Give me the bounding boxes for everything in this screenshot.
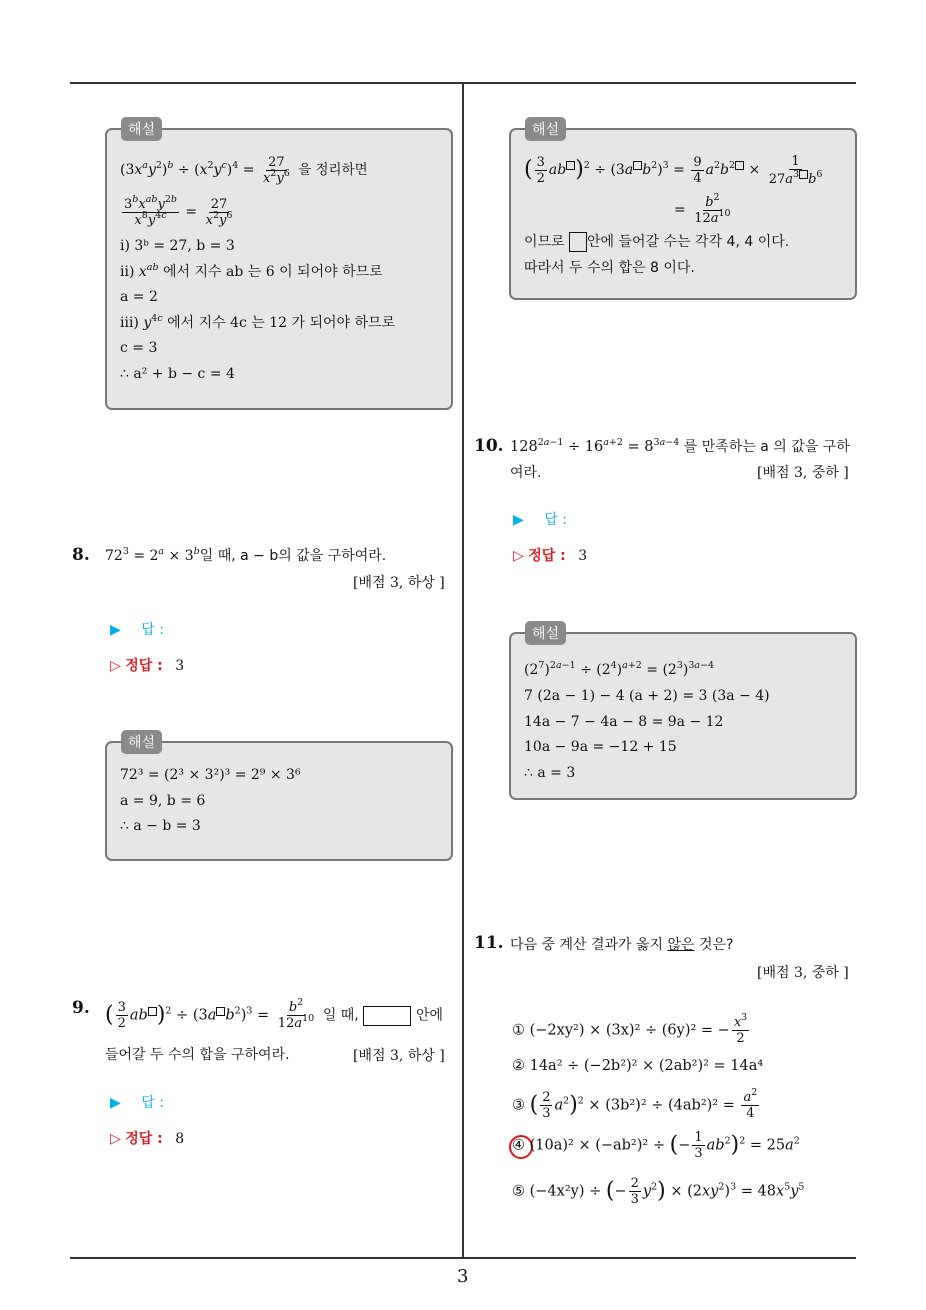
q11-text-tail: 것은? xyxy=(694,937,734,953)
q8-solution-box xyxy=(105,735,453,861)
q10-points: [배점 3, 중하 ] xyxy=(757,465,849,481)
choice-expr: 14a² ÷ (−2b²)² × (2ab²)² = 14a⁴ xyxy=(529,1058,764,1074)
q9-correct-label: 정답 : xyxy=(125,1131,163,1147)
choice-mark: ② xyxy=(512,1058,525,1074)
choice-mark: ⑤ xyxy=(512,1183,525,1200)
q9-solution-line-1b: = $\frac{b^2}{12a^{10}}$ xyxy=(674,191,731,226)
q11-text xyxy=(510,932,734,958)
q10-solution-box xyxy=(509,626,857,800)
outline-arrow-icon: ▷ xyxy=(110,658,121,674)
q8-text: $72^3 = 2^a \times 3^b$일 때, a − b의 값을 구하여라. xyxy=(105,546,387,564)
choice-expr: (−2xy²) × (3x)² ÷ (6y)² = − xyxy=(529,1022,730,1039)
q11-choice-3[interactable]: ③ ( $\frac{2}{3}$ $a^2)^2 \times (3b^2)^2 \div (4ab^2)^2$ = $\frac{a^2}{4}$ xyxy=(512,1087,758,1121)
choice-expr: × (3b²)² ÷ (4ab²)² = xyxy=(583,1097,740,1114)
bottom-rule xyxy=(70,1257,856,1259)
q10-solution-line-2: 7 (2a − 1) − 4 (a + 2) = 3 (3a − 4) xyxy=(524,688,770,704)
q10-text-line-1: $128^{2a-1} \div 16^{a+2} = 8^{3a-4}$ 를 만족하는 a 의 값을 구하 xyxy=(510,437,850,455)
q9-text-mid: 일 때, xyxy=(322,1007,359,1024)
q10-answer-label: 답 : xyxy=(544,512,567,528)
q7-solution-box xyxy=(105,122,453,410)
play-arrow-icon: ▶ xyxy=(110,1095,121,1111)
solution-tag: 해설 xyxy=(525,117,566,141)
answer-blank-box xyxy=(363,1006,411,1026)
q10-solution-line-4: 10a − 9a = −12 + 15 xyxy=(524,739,677,755)
q8-solution-line-1: 72³ = (2³ × 3²)³ = 2⁹ × 3⁶ xyxy=(120,767,301,783)
q8-answer-label: 답 : xyxy=(141,622,164,638)
q7-solution-line-7: c = 3 xyxy=(120,340,158,356)
q7-solution-line-3: ⅰ) 3ᵇ = 27, b = 3 xyxy=(120,238,235,254)
q10-text-line-2: 여라. xyxy=(510,465,542,481)
q8-number: 8. xyxy=(72,545,90,565)
q11-choice-2[interactable] xyxy=(512,1058,763,1074)
outline-arrow-icon: ▷ xyxy=(110,1131,121,1147)
q9-answer-label: 답 : xyxy=(141,1095,164,1111)
q11-choice-4[interactable]: ④ (10a)² × (−ab²)² ÷ (− $\frac{1}{3}$ $ab^2)^2 = 25a^2$ xyxy=(512,1130,800,1161)
q7-solution-line-1: $(3x^ay^2)^b \div (x^2y^c)^4$ = $\frac{27}{x^2y^6}$ 을 정리하면 xyxy=(120,154,368,186)
q11-number: 11. xyxy=(474,933,504,953)
q9-points: [배점 3, 하상 ] xyxy=(353,1048,445,1064)
q9-text-tail: 안에 xyxy=(415,1007,444,1024)
choice-expr: (−4x²y) ÷ xyxy=(529,1183,606,1200)
q11-choice-1[interactable]: ① (−2xy²) × (3x)² ÷ (6y)² = − $\frac{x^3}{2}$ xyxy=(512,1012,748,1046)
q8-text-tail: 일 때, a − b의 값을 구하여라. xyxy=(199,548,387,564)
q9-solution-line-2 xyxy=(524,230,843,256)
q8-solution-line-2: a = 9, b = 6 xyxy=(120,792,206,809)
q7-solution-line-4-text: 에서 지수 ab 는 6 이 되어야 하므로 xyxy=(158,263,383,280)
q9-correct-row xyxy=(110,1128,184,1148)
choice-expr: (10a)² × (−ab²)² ÷ xyxy=(529,1137,670,1154)
q7-solution-line-6-text: 에서 지수 4c 는 12 가 되어야 하므로 xyxy=(162,314,396,331)
q9-solution-line-2-text: 이므로 xyxy=(524,234,565,250)
choice-mark: ③ xyxy=(512,1097,525,1114)
q7-solution-line-6-head: ⅲ) xyxy=(120,314,144,331)
play-arrow-icon: ▶ xyxy=(110,622,121,638)
q8-points: [배점 3, 하상 ] xyxy=(353,575,445,591)
q10-solution-line-3: 14a − 7 − 4a − 8 = 9a − 12 xyxy=(524,713,724,730)
q7-solution-line-8: ∴ a² + b − c = 4 xyxy=(120,365,235,382)
play-arrow-icon: ▶ xyxy=(513,512,524,528)
q9-answer-row[interactable] xyxy=(110,1092,164,1112)
q10-answer-row[interactable] xyxy=(513,509,567,529)
q8-solution-line-3: ∴ a − b = 3 xyxy=(120,818,201,834)
answer-blank-box xyxy=(569,232,587,252)
q10-text-tail: 를 만족하는 a 의 값을 구하 xyxy=(679,439,850,455)
solution-tag: 해설 xyxy=(525,621,566,645)
q7-solution-line-1-text: 을 정리하면 xyxy=(298,162,368,178)
q11-choice-5[interactable]: ⑤ (−4x²y) ÷ (− $\frac{2}{3}$ $y^2) \times (2xy^2)^3 = 48x^5y^5$ xyxy=(512,1176,805,1207)
q9-text-line-1: ( $\frac{3}{2}$ ab )$^2$ ÷ (3a $b^2)^3$ = $\frac{b^2}{12a^{10}}$ 일 때, 안에 xyxy=(105,997,444,1031)
page-number: 3 xyxy=(457,1266,469,1287)
q10-correct-row xyxy=(513,545,587,565)
q10-correct-value: 3 xyxy=(578,548,588,564)
q9-solution-line-2-tail: 안에 들어갈 수는 각각 4, 4 이다. xyxy=(587,234,790,250)
q8-correct-label: 정답 : xyxy=(125,658,163,674)
q8-answer-row[interactable] xyxy=(110,619,164,639)
q11-points: [배점 3, 중하 ] xyxy=(757,965,849,981)
q7-solution-line-4-head: ⅱ) xyxy=(120,263,139,280)
q8-correct-row xyxy=(110,655,184,675)
q9-number: 9. xyxy=(72,998,90,1018)
q9-solution-line-3: 따라서 두 수의 합은 8 이다. xyxy=(524,259,695,276)
q7-solution-line-5: a = 2 xyxy=(120,289,158,305)
q10-correct-label: 정답 : xyxy=(528,548,566,564)
column-divider xyxy=(462,82,464,1258)
q10-solution-line-5: ∴ a = 3 xyxy=(524,764,576,781)
q7-solution-line-2: $\frac{3^bx^{ab}y^{2b}}{x^8y^{4c}}$ = $\frac{27}{x^2y^6}$ xyxy=(124,193,233,228)
q11-text-under: 않은 xyxy=(667,937,695,953)
q9-text-line-2: 들어갈 두 수의 합을 구하여라. xyxy=(105,1047,290,1063)
q11-text-head: 다음 중 계산 결과가 옳지 xyxy=(510,937,668,953)
q8-correct-value: 3 xyxy=(175,658,185,674)
q10-solution-line-1: $(2^7)^{2a-1} \div (2^4)^{a+2} = (2^3)^{3a-4}$ xyxy=(524,660,715,678)
q9-correct-value: 8 xyxy=(175,1131,185,1147)
q9-solution-box xyxy=(509,122,857,300)
choice-mark: ① xyxy=(512,1022,525,1039)
q7-solution-line-6: ⅲ) $y^{4c}$ 에서 지수 4c 는 12 가 되어야 하므로 xyxy=(120,312,396,331)
solution-tag: 해설 xyxy=(121,117,162,141)
outline-arrow-icon: ▷ xyxy=(513,548,524,564)
q7-solution-line-4: ⅱ) $x^{ab}$ 에서 지수 ab 는 6 이 되어야 하므로 xyxy=(120,261,383,280)
q9-solution-line-1: ( $\frac{3}{2}$ ab )$^2$ ÷ (3a $b^2)^3$ = $\frac{9}{4}$ $a^2b^2$ × $\frac{1}{27a^3 b^6}$ xyxy=(524,153,823,187)
q10-number: 10. xyxy=(474,436,504,456)
solution-tag: 해설 xyxy=(121,730,162,754)
choice-mark: ④ xyxy=(512,1137,525,1154)
